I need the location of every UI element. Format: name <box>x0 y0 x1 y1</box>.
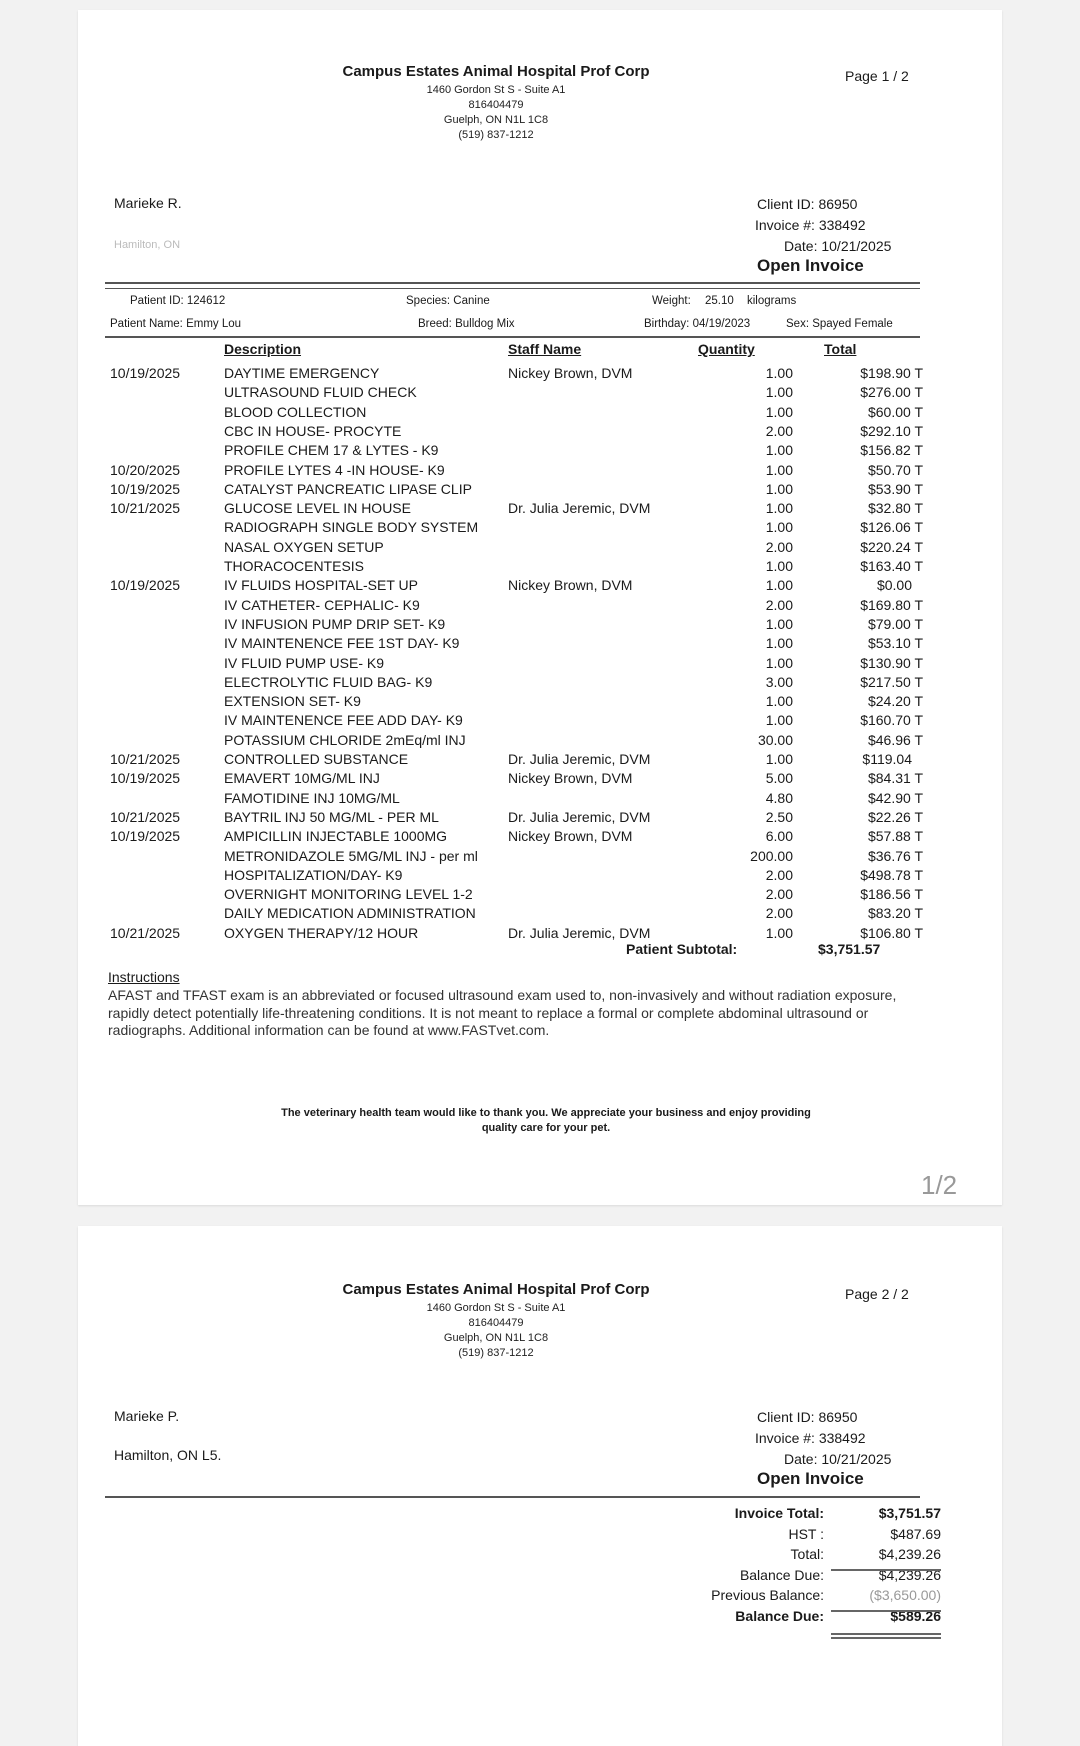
patient-sex: Sex: Spayed Female <box>786 318 893 330</box>
table-row <box>78 557 1002 576</box>
invoice-page-1 <box>78 10 1002 1205</box>
totals-value: ($3,650.00) <box>869 1587 941 1603</box>
row-description: EXTENSION SET- K9 <box>224 693 361 710</box>
row-description: HOSPITALIZATION/DAY- K9 <box>224 866 403 883</box>
row-total: $119.04 <box>862 751 912 767</box>
row-staff: Nickey Brown, DVM <box>508 828 633 845</box>
table-row <box>78 808 1002 827</box>
table-row <box>78 422 1002 441</box>
row-total: $83.20 T <box>867 905 923 922</box>
row-quantity: 1.00 <box>765 461 793 478</box>
table-row <box>78 769 1002 788</box>
row-description: FAMOTIDINE INJ 10MG/ML <box>224 789 400 806</box>
row-total: $84.31 T <box>867 770 923 787</box>
row-total: $160.70 T <box>860 712 923 729</box>
row-total: $60.00 T <box>867 403 923 420</box>
row-total: $36.76 T <box>867 847 923 864</box>
row-quantity: 1.00 <box>765 635 793 652</box>
row-total: $186.56 T <box>860 886 923 903</box>
table-row <box>78 364 1002 383</box>
invoice-number: Invoice #: 338492 <box>755 1430 866 1446</box>
row-date: 10/19/2025 <box>110 770 181 787</box>
total-underline <box>831 1637 941 1639</box>
instructions-heading: Instructions <box>108 969 180 985</box>
table-row <box>78 461 1002 480</box>
client-name: Marieke R. <box>114 195 182 211</box>
row-quantity: 200.00 <box>750 847 793 864</box>
row-total: $22.26 T <box>867 808 923 825</box>
column-header-total: Total <box>824 341 857 357</box>
page-number: Page 2 / 2 <box>845 1286 909 1302</box>
row-total: $32.80 T <box>867 500 923 517</box>
row-date: 10/21/2025 <box>110 500 181 517</box>
subtotal-value: $3,751.57 <box>818 941 881 957</box>
table-row <box>78 441 1002 460</box>
row-description: PROFILE CHEM 17 & LYTES - K9 <box>224 442 439 459</box>
row-description: THORACOCENTESIS <box>224 558 365 574</box>
totals-label: Previous Balance: <box>711 1587 824 1603</box>
table-row <box>78 789 1002 808</box>
totals-value: $589.26 <box>890 1607 941 1624</box>
row-description: CATALYST PANCREATIC LIPASE CLIP <box>224 480 472 497</box>
hospital-account: 816404479 <box>468 99 524 111</box>
row-total: $0.00 <box>876 577 912 594</box>
table-row <box>78 518 1002 537</box>
row-quantity: 2.00 <box>765 422 793 439</box>
table-row <box>78 576 1002 595</box>
row-quantity: 3.00 <box>765 673 793 690</box>
row-description: IV INFUSION PUMP DRIP SET- K9 <box>224 615 446 632</box>
page-indicator: 1/2 <box>921 1170 958 1200</box>
row-quantity: 30.00 <box>757 731 793 748</box>
patient-breed: Breed: Bulldog Mix <box>418 318 515 330</box>
row-description: RADIOGRAPH SINGLE BODY SYSTEM <box>224 519 479 536</box>
table-row <box>78 711 1002 730</box>
totals-label: HST : <box>788 1525 824 1542</box>
row-description: PROFILE LYTES 4 -IN HOUSE- K9 <box>224 461 445 478</box>
row-quantity: 2.00 <box>765 886 793 903</box>
divider <box>105 1496 920 1498</box>
row-total: $156.82 T <box>860 442 923 459</box>
row-date: 10/21/2025 <box>110 808 181 825</box>
client-city: Hamilton, ON L5. <box>114 1447 222 1463</box>
row-quantity: 1.00 <box>765 693 793 710</box>
row-staff: Nickey Brown, DVM <box>508 577 633 594</box>
row-total: $498.78 T <box>860 866 923 883</box>
row-quantity: 1.00 <box>765 500 793 517</box>
totals-label: Total: <box>790 1546 824 1562</box>
table-row <box>78 596 1002 615</box>
page-number: Page 1 / 2 <box>845 68 909 84</box>
row-description: OVERNIGHT MONITORING LEVEL 1-2 <box>224 886 473 903</box>
row-quantity: 1.00 <box>765 519 793 536</box>
total-underline <box>831 1610 941 1612</box>
row-description: DAYTIME EMERGENCY <box>224 365 380 381</box>
row-staff: Dr. Julia Jeremic, DVM <box>508 500 651 517</box>
totals-value: $4,239.26 <box>878 1566 941 1583</box>
totals-value: $487.69 <box>890 1525 941 1542</box>
table-row <box>78 866 1002 885</box>
hospital-address: 1460 Gordon St S - Suite A1 <box>426 1302 566 1314</box>
totals-value: $4,239.26 <box>878 1546 941 1562</box>
row-date: 10/21/2025 <box>110 924 181 941</box>
table-row <box>78 499 1002 518</box>
row-description: BAYTRIL INJ 50 MG/ML - PER ML <box>224 808 439 825</box>
row-date: 10/19/2025 <box>110 828 181 845</box>
row-total: $198.90 T <box>860 365 923 381</box>
totals-label: Invoice Total: <box>734 1505 824 1521</box>
row-quantity: 1.00 <box>765 384 793 401</box>
row-total: $276.00 T <box>860 384 923 401</box>
row-quantity: 1.00 <box>765 712 793 729</box>
row-total: $53.90 T <box>867 480 923 497</box>
row-staff: Dr. Julia Jeremic, DVM <box>508 924 651 941</box>
row-description: NASAL OXYGEN SETUP <box>224 538 384 555</box>
table-row <box>78 654 1002 673</box>
hospital-header <box>78 1281 914 1361</box>
row-staff: Nickey Brown, DVM <box>508 770 633 787</box>
row-description: GLUCOSE LEVEL IN HOUSE <box>224 500 411 517</box>
row-description: ELECTROLYTIC FLUID BAG- K9 <box>224 673 433 690</box>
row-quantity: 1.00 <box>765 558 793 574</box>
row-description: AMPICILLIN INJECTABLE 1000MG <box>224 828 448 845</box>
row-quantity: 1.00 <box>765 480 793 497</box>
hospital-account: 816404479 <box>468 1317 524 1329</box>
row-quantity: 1.00 <box>765 615 793 632</box>
column-header-staff: Staff Name <box>508 341 582 357</box>
row-total: $106.80 T <box>860 924 923 941</box>
invoice-page-2 <box>78 1226 1002 1746</box>
divider <box>105 288 920 289</box>
invoice-status: Open Invoice <box>757 256 864 275</box>
row-total: $50.70 T <box>867 461 923 478</box>
row-description: IV MAINTENENCE FEE 1ST DAY- K9 <box>224 635 460 652</box>
patient-species: Species: Canine <box>406 295 490 307</box>
table-row <box>78 383 1002 402</box>
table-row <box>78 827 1002 846</box>
row-total: $79.00 T <box>867 615 923 632</box>
invoice-status: Open Invoice <box>757 1469 864 1488</box>
hospital-name: Campus Estates Animal Hospital Prof Corp <box>342 1281 650 1298</box>
total-underline <box>831 1569 941 1571</box>
row-total: $220.24 T <box>860 538 923 555</box>
hospital-name: Campus Estates Animal Hospital Prof Corp <box>342 63 650 80</box>
total-underline <box>831 1633 941 1635</box>
row-total: $126.06 T <box>860 519 923 536</box>
row-total: $57.88 T <box>867 828 923 845</box>
table-row <box>78 634 1002 653</box>
client-city: Hamilton, ON <box>114 239 181 251</box>
row-quantity: 2.00 <box>765 596 793 613</box>
table-row <box>78 692 1002 711</box>
row-quantity: 5.00 <box>765 770 793 787</box>
row-description: CBC IN HOUSE- PROCYTE <box>224 422 402 439</box>
instructions-text: AFAST and TFAST exam is an abbreviated or focused ultrasound exam used to, non-invasively and without radiation exposure, rapidly detect potentially life-threatening conditions. It is not meant to replace a formal or complete abdominal ultrasound or radiographs. Additional information can be found at www.FASTvet.com. <box>108 987 897 1038</box>
row-total: $24.20 T <box>867 693 923 710</box>
row-description: IV MAINTENENCE FEE ADD DAY- K9 <box>224 712 463 729</box>
row-quantity: 1.00 <box>765 924 793 941</box>
row-description: IV FLUIDS HOSPITAL-SET UP <box>224 577 418 594</box>
row-date: 10/21/2025 <box>110 751 181 767</box>
table-row <box>78 538 1002 557</box>
row-total: $42.90 T <box>867 789 923 806</box>
hospital-address: 1460 Gordon St S - Suite A1 <box>426 84 566 96</box>
table-row <box>78 750 1002 769</box>
patient-weight-label: Weight: <box>652 295 691 307</box>
row-quantity: 2.50 <box>765 808 793 825</box>
row-quantity: 2.00 <box>765 905 793 922</box>
row-description: EMAVERT 10MG/ML INJ <box>224 770 380 787</box>
thank-you-message: The veterinary health team would like to thank you. We appreciate your business and enjoy providing quality care for your pet. <box>281 1107 811 1134</box>
row-description: IV FLUID PUMP USE- K9 <box>224 654 385 671</box>
row-description: DAILY MEDICATION ADMINISTRATION <box>224 905 476 922</box>
row-quantity: 2.00 <box>765 866 793 883</box>
invoice-date: Date: 10/21/2025 <box>784 1451 892 1467</box>
hospital-city: Guelph, ON N1L 1C8 <box>443 1332 549 1344</box>
totals-label: Balance Due: <box>735 1607 824 1624</box>
row-total: $130.90 T <box>860 654 923 671</box>
patient-weight-value: 25.10 <box>705 295 734 307</box>
column-header-quantity: Quantity <box>698 341 755 357</box>
row-description: IV CATHETER- CEPHALIC- K9 <box>224 596 420 613</box>
row-total: $169.80 T <box>860 596 923 613</box>
client-name: Marieke P. <box>114 1408 180 1424</box>
totals-value: $3,751.57 <box>878 1505 941 1521</box>
row-date: 10/19/2025 <box>110 480 181 497</box>
row-staff: Dr. Julia Jeremic, DVM <box>508 751 651 767</box>
row-description: METRONIDAZOLE 5MG/ML INJ - per ml <box>224 847 478 864</box>
row-date: 10/19/2025 <box>110 365 181 381</box>
row-total: $217.50 T <box>860 673 923 690</box>
column-header-description: Description <box>224 341 302 357</box>
row-total: $53.10 T <box>867 635 923 652</box>
row-description: POTASSIUM CHLORIDE 2mEq/ml INJ <box>224 731 466 748</box>
row-description: CONTROLLED SUBSTANCE <box>224 751 409 767</box>
subtotal-label: Patient Subtotal: <box>626 941 738 957</box>
invoice-number: Invoice #: 338492 <box>755 217 866 233</box>
table-row <box>78 847 1002 866</box>
row-quantity: 1.00 <box>765 442 793 459</box>
row-quantity: 2.00 <box>765 538 793 555</box>
table-row <box>78 673 1002 692</box>
hospital-city: Guelph, ON N1L 1C8 <box>443 114 549 126</box>
client-id: Client ID: 86950 <box>757 196 858 212</box>
table-row <box>78 480 1002 499</box>
patient-id: Patient ID: 124612 <box>130 295 226 307</box>
row-date: 10/19/2025 <box>110 577 181 594</box>
row-total: $46.96 T <box>867 731 923 748</box>
patient-weight-unit: kilograms <box>747 295 797 307</box>
table-row <box>78 615 1002 634</box>
row-quantity: 1.00 <box>765 365 793 381</box>
row-quantity: 6.00 <box>765 828 793 845</box>
row-quantity: 1.00 <box>765 403 793 420</box>
row-total: $163.40 T <box>860 558 923 574</box>
row-quantity: 1.00 <box>765 751 793 767</box>
table-row <box>78 731 1002 750</box>
row-description: OXYGEN THERAPY/12 HOUR <box>224 924 419 941</box>
totals-row <box>78 1605 1002 1628</box>
hospital-phone: (519) 837-1212 <box>458 129 534 141</box>
row-staff: Dr. Julia Jeremic, DVM <box>508 808 651 825</box>
divider <box>105 336 920 338</box>
row-total: $292.10 T <box>860 422 923 439</box>
table-row <box>78 885 1002 904</box>
row-description: ULTRASOUND FLUID CHECK <box>224 384 417 401</box>
table-row <box>78 403 1002 422</box>
invoice-date: Date: 10/21/2025 <box>784 238 892 254</box>
row-quantity: 1.00 <box>765 654 793 671</box>
totals-label: Balance Due: <box>739 1566 824 1583</box>
table-row <box>78 904 1002 923</box>
hospital-phone: (519) 837-1212 <box>458 1347 534 1359</box>
divider <box>105 282 920 284</box>
client-id: Client ID: 86950 <box>757 1409 858 1425</box>
patient-name: Patient Name: Emmy Lou <box>110 318 242 330</box>
patient-birthday: Birthday: 04/19/2023 <box>644 318 751 330</box>
row-quantity: 1.00 <box>765 577 793 594</box>
row-description: BLOOD COLLECTION <box>224 403 367 420</box>
row-quantity: 4.80 <box>765 789 793 806</box>
hospital-header <box>78 63 914 143</box>
row-date: 10/20/2025 <box>110 461 181 478</box>
row-staff: Nickey Brown, DVM <box>508 365 633 381</box>
